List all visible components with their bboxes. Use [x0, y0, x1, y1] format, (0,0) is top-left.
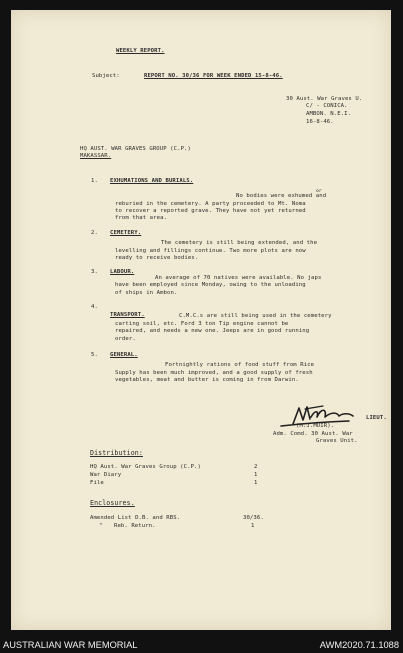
- section-line: of ships in Ambon.: [115, 290, 178, 296]
- distribution-heading: Distribution:: [90, 449, 143, 457]
- section-line: C.M.C.s are still being used in the cemetery: [179, 313, 332, 319]
- footer-institution: AUSTRALIAN WAR MEMORIAL: [3, 640, 138, 650]
- report-title: WEEKLY REPORT.: [116, 48, 165, 54]
- ditto-mark: ": [99, 523, 103, 529]
- section-number: 3.: [91, 269, 98, 275]
- signature-title-line: Adm. Comd. 30 Aust. War: [273, 431, 353, 437]
- section-line: levelling and fillings continue. Two more plots are now: [115, 248, 306, 254]
- enclosures-heading: Enclosures.: [90, 499, 135, 507]
- document-page: [11, 10, 391, 630]
- distribution-recipient: HQ Aust. War Graves Group (C.P.): [90, 464, 201, 470]
- footer-accession-number: AWM2020.71.1088: [319, 640, 399, 650]
- addressee-line: MAKASSAR.: [80, 153, 112, 159]
- signature-name: (M.J.MUIR).: [296, 423, 335, 429]
- section-line: carting soil, etc. Ford 3 ton Tip engine cannot be: [115, 321, 289, 327]
- distribution-copies: 1: [254, 480, 258, 486]
- section-line: An average of 70 natives were available. No japs: [155, 275, 322, 281]
- handwritten-insert: or: [316, 189, 322, 194]
- section-line: have been employed since Monday, owing to the unloading: [115, 282, 306, 288]
- distribution-recipient: File: [90, 480, 104, 486]
- subject-label: Subject:: [92, 73, 120, 79]
- section-number: 2.: [91, 230, 98, 236]
- enclosure-item: Reb. Return.: [114, 523, 156, 529]
- enclosure-ref: 30/36.: [243, 515, 264, 521]
- section-line: No bodies were exhumed and: [236, 193, 327, 199]
- section-line: reburied in the cemetery. A party proceeded to Mt. Noma: [115, 201, 306, 207]
- distribution-recipient: War Diary: [90, 472, 122, 478]
- sender-line: 30 Aust. War Graves U.: [286, 96, 363, 102]
- sender-line: C/ - CONICA.: [306, 103, 348, 109]
- section-line: order.: [115, 336, 136, 342]
- distribution-copies: 1: [254, 472, 258, 478]
- section-number: 1.: [91, 178, 98, 184]
- section-number: 4.: [91, 304, 98, 310]
- section-heading: TRANSPORT.: [110, 312, 145, 318]
- signature-rank: LIEUT.: [366, 415, 387, 421]
- section-line: Fortnightly rations of food stuff from Rice: [165, 362, 315, 368]
- distribution-copies: 2: [254, 464, 258, 470]
- section-heading: EXHUMATIONS AND BURIALS.: [110, 178, 194, 184]
- enclosure-ref: 1: [251, 523, 255, 529]
- sender-line: 16-8-46.: [306, 119, 334, 125]
- enclosure-item: Amended List D.B. and RBS.: [90, 515, 181, 521]
- section-heading: CEMETERY.: [110, 230, 142, 236]
- signature-title-line: Graves Unit.: [316, 438, 358, 444]
- section-line: ready to receive bodies.: [115, 255, 199, 261]
- section-number: 5.: [91, 352, 98, 358]
- archive-footer: [0, 636, 403, 653]
- section-line: vegetables, meat and butter is coming in from Darwin.: [115, 377, 299, 383]
- section-heading: LABOUR.: [110, 269, 135, 275]
- section-heading: GENERAL.: [110, 352, 138, 358]
- section-line: from that area.: [115, 215, 168, 221]
- subject-line: REPORT NO. 30/36 FOR WEEK ENDED 15-8-46.: [144, 73, 283, 79]
- sender-line: AMBON. N.E.I.: [306, 111, 352, 117]
- section-line: to recover a reported grave. They have not yet returned: [115, 208, 306, 214]
- section-line: repaired, and needs a new one. Jeeps are in good running: [115, 328, 310, 334]
- addressee-line: HQ AUST. WAR GRAVES GROUP (C.P.): [80, 146, 191, 152]
- section-line: The cemetery is still being extended, and the: [161, 240, 318, 246]
- section-line: Supply has been much improved, and a good supply of fresh: [115, 370, 313, 376]
